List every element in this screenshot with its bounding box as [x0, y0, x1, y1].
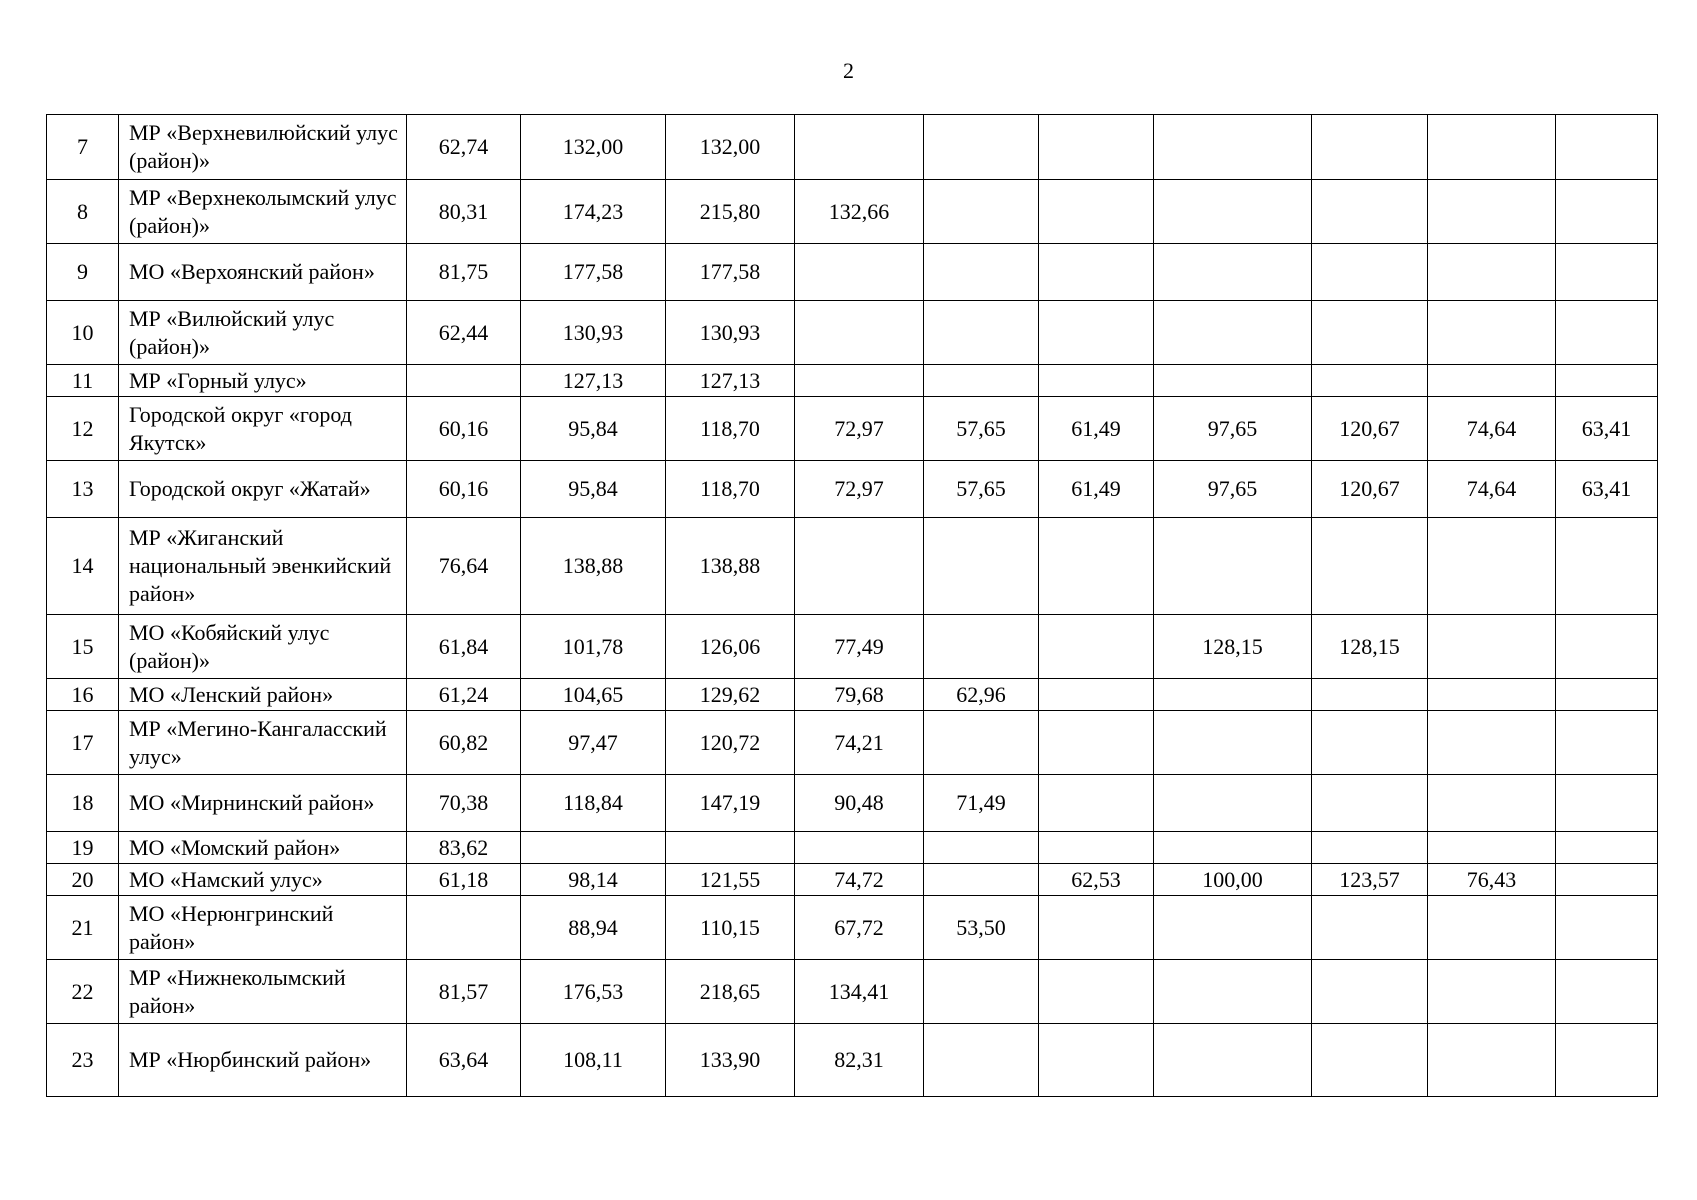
municipality-name-cell: МР «Мегино-Кангаласский улус» — [119, 711, 407, 775]
value-cell — [1312, 711, 1428, 775]
value-cell — [1428, 711, 1556, 775]
value-cell — [924, 832, 1039, 864]
value-cell — [924, 115, 1039, 180]
value-cell: 126,06 — [666, 615, 795, 679]
row-number-cell: 21 — [47, 896, 119, 960]
value-cell: 81,75 — [407, 244, 521, 301]
value-cell: 61,18 — [407, 864, 521, 896]
value-cell: 90,48 — [795, 775, 924, 832]
value-cell: 95,84 — [521, 397, 666, 461]
value-cell: 130,93 — [666, 301, 795, 365]
value-cell — [1312, 180, 1428, 244]
value-cell — [1428, 365, 1556, 397]
table-row — [47, 518, 1658, 615]
municipality-name-cell: Городской округ «Жатай» — [119, 461, 407, 518]
value-cell: 61,24 — [407, 679, 521, 711]
value-cell: 133,90 — [666, 1024, 795, 1097]
municipality-name-cell: МР «Горный улус» — [119, 365, 407, 397]
value-cell: 81,57 — [407, 960, 521, 1024]
value-cell: 120,67 — [1312, 397, 1428, 461]
value-cell: 132,00 — [521, 115, 666, 180]
municipality-name-cell: МР «Нюрбинский район» — [119, 1024, 407, 1097]
value-cell — [1039, 832, 1154, 864]
value-cell: 61,84 — [407, 615, 521, 679]
value-cell — [795, 365, 924, 397]
value-cell — [1154, 1024, 1312, 1097]
value-cell — [924, 615, 1039, 679]
value-cell — [1312, 301, 1428, 365]
value-cell: 127,13 — [666, 365, 795, 397]
value-cell: 97,65 — [1154, 397, 1312, 461]
row-number-cell: 20 — [47, 864, 119, 896]
row-number-cell: 17 — [47, 711, 119, 775]
value-cell — [1039, 896, 1154, 960]
value-cell — [1039, 301, 1154, 365]
value-cell: 97,65 — [1154, 461, 1312, 518]
value-cell — [1312, 896, 1428, 960]
value-cell — [1428, 615, 1556, 679]
value-cell — [1556, 864, 1658, 896]
value-cell: 82,31 — [795, 1024, 924, 1097]
value-cell — [1154, 365, 1312, 397]
table-row — [47, 461, 1658, 518]
value-cell — [1312, 960, 1428, 1024]
value-cell: 72,97 — [795, 461, 924, 518]
value-cell: 98,14 — [521, 864, 666, 896]
row-number-cell: 22 — [47, 960, 119, 1024]
value-cell — [1428, 896, 1556, 960]
row-number-cell: 11 — [47, 365, 119, 397]
value-cell: 71,49 — [924, 775, 1039, 832]
value-cell: 118,84 — [521, 775, 666, 832]
value-cell — [1154, 301, 1312, 365]
value-cell: 128,15 — [1312, 615, 1428, 679]
value-cell — [1556, 244, 1658, 301]
value-cell — [1039, 615, 1154, 679]
value-cell — [1154, 896, 1312, 960]
value-cell — [1556, 832, 1658, 864]
value-cell — [1154, 832, 1312, 864]
row-number-cell: 19 — [47, 832, 119, 864]
value-cell: 100,00 — [1154, 864, 1312, 896]
value-cell — [1312, 1024, 1428, 1097]
value-cell: 76,64 — [407, 518, 521, 615]
municipality-name-cell: МО «Верхоянский район» — [119, 244, 407, 301]
value-cell: 104,65 — [521, 679, 666, 711]
value-cell — [924, 365, 1039, 397]
value-cell — [1428, 518, 1556, 615]
value-cell — [666, 832, 795, 864]
value-cell — [1556, 711, 1658, 775]
value-cell: 76,43 — [1428, 864, 1556, 896]
value-cell — [924, 711, 1039, 775]
row-number-cell: 12 — [47, 397, 119, 461]
table-row — [47, 679, 1658, 711]
row-number-cell: 18 — [47, 775, 119, 832]
row-number-cell: 10 — [47, 301, 119, 365]
row-number-cell: 7 — [47, 115, 119, 180]
value-cell: 127,13 — [521, 365, 666, 397]
value-cell: 147,19 — [666, 775, 795, 832]
value-cell — [1154, 775, 1312, 832]
value-cell: 67,72 — [795, 896, 924, 960]
value-cell: 138,88 — [666, 518, 795, 615]
value-cell — [1556, 518, 1658, 615]
municipality-name-cell: МО «Ленский район» — [119, 679, 407, 711]
value-cell — [521, 832, 666, 864]
value-cell: 63,41 — [1556, 461, 1658, 518]
municipality-name-cell: МО «Мирнинский район» — [119, 775, 407, 832]
value-cell: 101,78 — [521, 615, 666, 679]
tariff-table — [46, 114, 1658, 1097]
table-row — [47, 244, 1658, 301]
value-cell — [1312, 518, 1428, 615]
table-row — [47, 615, 1658, 679]
value-cell — [924, 1024, 1039, 1097]
municipality-name-cell: МР «Нижнеколымский район» — [119, 960, 407, 1024]
value-cell: 60,16 — [407, 397, 521, 461]
value-cell: 74,64 — [1428, 461, 1556, 518]
table-row — [47, 397, 1658, 461]
value-cell — [1154, 679, 1312, 711]
value-cell — [1312, 244, 1428, 301]
value-cell — [1428, 679, 1556, 711]
value-cell: 215,80 — [666, 180, 795, 244]
value-cell: 132,00 — [666, 115, 795, 180]
value-cell: 120,72 — [666, 711, 795, 775]
value-cell — [795, 115, 924, 180]
municipality-name-cell: МО «Намский улус» — [119, 864, 407, 896]
value-cell: 123,57 — [1312, 864, 1428, 896]
table-row — [47, 960, 1658, 1024]
value-cell — [1039, 180, 1154, 244]
value-cell — [1428, 180, 1556, 244]
table-row — [47, 896, 1658, 960]
value-cell: 62,44 — [407, 301, 521, 365]
value-cell — [1039, 244, 1154, 301]
row-number-cell: 15 — [47, 615, 119, 679]
value-cell: 57,65 — [924, 461, 1039, 518]
value-cell — [924, 180, 1039, 244]
value-cell — [1556, 365, 1658, 397]
value-cell: 118,70 — [666, 461, 795, 518]
value-cell — [1556, 615, 1658, 679]
value-cell: 60,82 — [407, 711, 521, 775]
value-cell — [795, 832, 924, 864]
value-cell — [1154, 115, 1312, 180]
table-row — [47, 832, 1658, 864]
value-cell — [1154, 518, 1312, 615]
value-cell — [1556, 180, 1658, 244]
value-cell — [924, 960, 1039, 1024]
value-cell: 176,53 — [521, 960, 666, 1024]
value-cell — [1556, 896, 1658, 960]
value-cell — [1556, 301, 1658, 365]
value-cell: 62,96 — [924, 679, 1039, 711]
table-row — [47, 115, 1658, 180]
value-cell — [1154, 711, 1312, 775]
table-row — [47, 180, 1658, 244]
value-cell — [795, 301, 924, 365]
value-cell: 132,66 — [795, 180, 924, 244]
value-cell — [1428, 832, 1556, 864]
value-cell: 110,15 — [666, 896, 795, 960]
value-cell — [1312, 775, 1428, 832]
row-number-cell: 9 — [47, 244, 119, 301]
value-cell — [1556, 960, 1658, 1024]
value-cell: 83,62 — [407, 832, 521, 864]
municipality-name-cell: МО «Нерюнгринский район» — [119, 896, 407, 960]
row-number-cell: 14 — [47, 518, 119, 615]
value-cell: 79,68 — [795, 679, 924, 711]
value-cell: 63,41 — [1556, 397, 1658, 461]
municipality-name-cell: МО «Момский район» — [119, 832, 407, 864]
value-cell: 74,64 — [1428, 397, 1556, 461]
value-cell: 95,84 — [521, 461, 666, 518]
table-row — [47, 711, 1658, 775]
value-cell: 70,38 — [407, 775, 521, 832]
value-cell — [1312, 365, 1428, 397]
value-cell — [1556, 679, 1658, 711]
value-cell: 62,74 — [407, 115, 521, 180]
value-cell — [1556, 775, 1658, 832]
value-cell — [924, 864, 1039, 896]
value-cell — [1039, 775, 1154, 832]
row-number-cell: 16 — [47, 679, 119, 711]
value-cell — [795, 244, 924, 301]
value-cell: 130,93 — [521, 301, 666, 365]
value-cell — [1154, 180, 1312, 244]
value-cell: 57,65 — [924, 397, 1039, 461]
value-cell — [924, 244, 1039, 301]
value-cell: 118,70 — [666, 397, 795, 461]
value-cell: 218,65 — [666, 960, 795, 1024]
municipality-name-cell: МР «Верхнеколымский улус (район)» — [119, 180, 407, 244]
value-cell: 74,21 — [795, 711, 924, 775]
row-number-cell: 13 — [47, 461, 119, 518]
value-cell: 138,88 — [521, 518, 666, 615]
value-cell — [924, 518, 1039, 615]
value-cell: 53,50 — [924, 896, 1039, 960]
value-cell — [1428, 115, 1556, 180]
value-cell — [1039, 1024, 1154, 1097]
table-row — [47, 775, 1658, 832]
value-cell: 80,31 — [407, 180, 521, 244]
table-row — [47, 301, 1658, 365]
table-row — [47, 365, 1658, 397]
table-row — [47, 864, 1658, 896]
value-cell: 174,23 — [521, 180, 666, 244]
value-cell: 120,67 — [1312, 461, 1428, 518]
value-cell: 74,72 — [795, 864, 924, 896]
value-cell — [1039, 960, 1154, 1024]
value-cell — [1428, 244, 1556, 301]
row-number-cell: 23 — [47, 1024, 119, 1097]
municipality-name-cell: МР «Вилюйский улус (район)» — [119, 301, 407, 365]
value-cell: 177,58 — [666, 244, 795, 301]
value-cell: 61,49 — [1039, 397, 1154, 461]
row-number-cell: 8 — [47, 180, 119, 244]
value-cell: 97,47 — [521, 711, 666, 775]
value-cell: 77,49 — [795, 615, 924, 679]
value-cell — [1154, 960, 1312, 1024]
value-cell — [1556, 1024, 1658, 1097]
value-cell — [1312, 832, 1428, 864]
value-cell: 108,11 — [521, 1024, 666, 1097]
municipality-name-cell: МР «Жиганский национальный эвенкийский район» — [119, 518, 407, 615]
value-cell — [1428, 775, 1556, 832]
value-cell — [1039, 115, 1154, 180]
value-cell — [1039, 679, 1154, 711]
value-cell: 177,58 — [521, 244, 666, 301]
value-cell — [1312, 679, 1428, 711]
value-cell — [795, 518, 924, 615]
value-cell — [1039, 365, 1154, 397]
value-cell: 134,41 — [795, 960, 924, 1024]
value-cell: 60,16 — [407, 461, 521, 518]
value-cell: 129,62 — [666, 679, 795, 711]
value-cell: 61,49 — [1039, 461, 1154, 518]
municipality-name-cell: МО «Кобяйский улус (район)» — [119, 615, 407, 679]
value-cell: 128,15 — [1154, 615, 1312, 679]
page-number: 2 — [843, 58, 854, 83]
value-cell — [1039, 518, 1154, 615]
value-cell — [924, 301, 1039, 365]
value-cell — [1428, 960, 1556, 1024]
value-cell — [1556, 115, 1658, 180]
value-cell: 88,94 — [521, 896, 666, 960]
value-cell — [407, 896, 521, 960]
municipality-name-cell: Городской округ «город Якутск» — [119, 397, 407, 461]
value-cell — [1039, 711, 1154, 775]
value-cell: 63,64 — [407, 1024, 521, 1097]
municipality-name-cell: МР «Верхневилюйский улус (район)» — [119, 115, 407, 180]
value-cell — [1312, 115, 1428, 180]
value-cell: 121,55 — [666, 864, 795, 896]
value-cell: 62,53 — [1039, 864, 1154, 896]
table-row — [47, 1024, 1658, 1097]
value-cell — [1154, 244, 1312, 301]
value-cell — [1428, 1024, 1556, 1097]
value-cell — [1428, 301, 1556, 365]
value-cell — [407, 365, 521, 397]
value-cell: 72,97 — [795, 397, 924, 461]
